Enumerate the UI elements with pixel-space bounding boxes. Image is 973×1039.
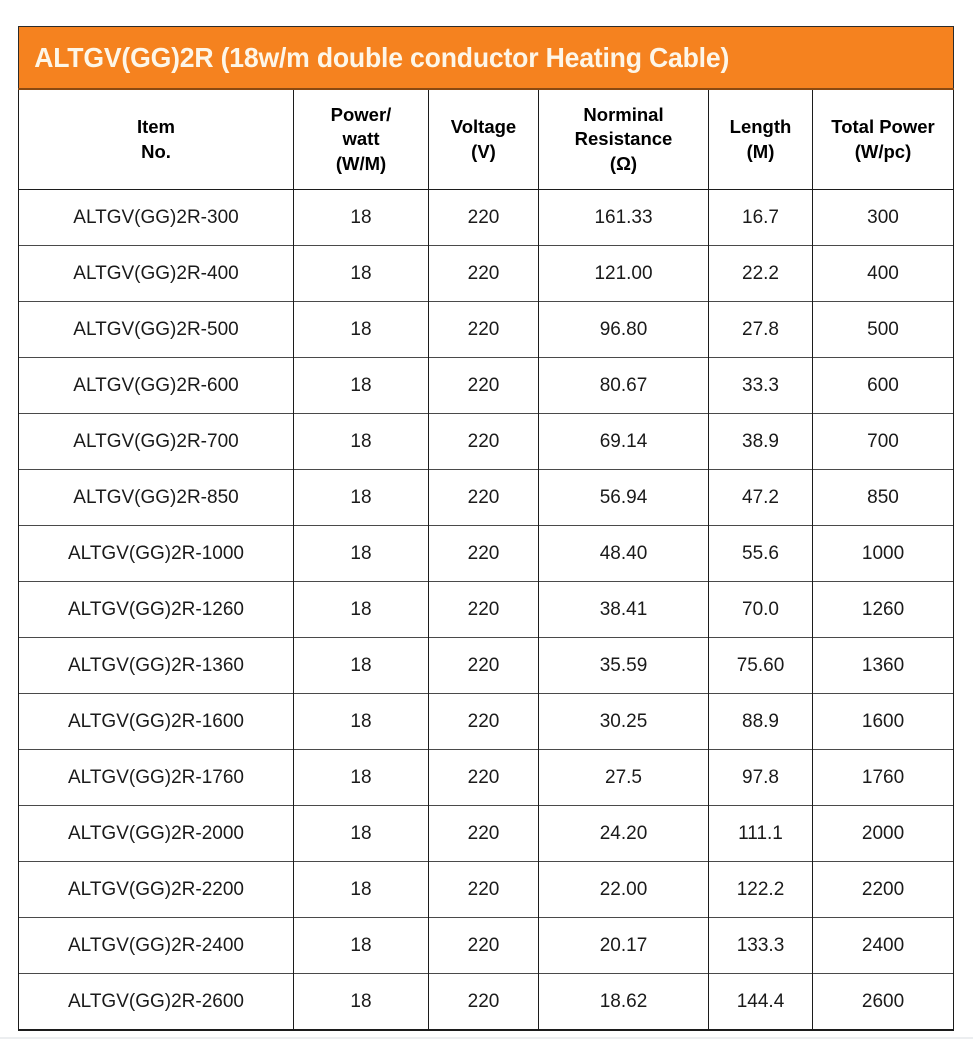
cell-voltage: 220 (429, 918, 539, 974)
cell-norminal-resistance: 121.00 (539, 246, 709, 302)
cell-length: 55.6 (709, 526, 813, 582)
cell-power-watt: 18 (294, 582, 429, 638)
cell-power-watt: 18 (294, 414, 429, 470)
cell-length: 16.7 (709, 190, 813, 246)
table-row (19, 302, 954, 358)
table-banner-cell (19, 27, 954, 90)
cell-length: 47.2 (709, 470, 813, 526)
column-header-voltage (429, 89, 539, 190)
page-title: ALTGV(GG)2R (18w/m double conductor Heating Cable) (34, 41, 730, 73)
cell-length: 122.2 (709, 862, 813, 918)
cell-voltage: 220 (429, 638, 539, 694)
cell-length: 88.9 (709, 694, 813, 750)
cell-voltage: 220 (429, 246, 539, 302)
cell-length: 144.4 (709, 974, 813, 1031)
cell-length: 33.3 (709, 358, 813, 414)
cell-item-no: ALTGV(GG)2R-500 (19, 302, 294, 358)
cell-total-power: 1360 (813, 638, 954, 694)
cell-item-no: ALTGV(GG)2R-700 (19, 414, 294, 470)
cell-length: 111.1 (709, 806, 813, 862)
cell-power-watt: 18 (294, 974, 429, 1031)
cell-norminal-resistance: 30.25 (539, 694, 709, 750)
cell-voltage: 220 (429, 470, 539, 526)
cell-length: 133.3 (709, 918, 813, 974)
cell-norminal-resistance: 56.94 (539, 470, 709, 526)
cell-total-power: 500 (813, 302, 954, 358)
cell-item-no: ALTGV(GG)2R-600 (19, 358, 294, 414)
cell-length: 22.2 (709, 246, 813, 302)
cell-power-watt: 18 (294, 862, 429, 918)
cell-power-watt: 18 (294, 638, 429, 694)
cell-length: 70.0 (709, 582, 813, 638)
cell-total-power: 1260 (813, 582, 954, 638)
cell-item-no: ALTGV(GG)2R-2000 (19, 806, 294, 862)
column-header-norminal-resistance (539, 89, 709, 190)
cell-norminal-resistance: 24.20 (539, 806, 709, 862)
column-header-line: (M) (746, 140, 775, 162)
cell-item-no: ALTGV(GG)2R-850 (19, 470, 294, 526)
cell-total-power: 600 (813, 358, 954, 414)
cell-norminal-resistance: 38.41 (539, 582, 709, 638)
table-row (19, 582, 954, 638)
table-row (19, 526, 954, 582)
cell-norminal-resistance: 80.67 (539, 358, 709, 414)
column-header-line: (W/pc) (854, 140, 912, 162)
cell-item-no: ALTGV(GG)2R-1600 (19, 694, 294, 750)
column-header-line: (V) (471, 140, 496, 162)
table-row (19, 694, 954, 750)
cell-power-watt: 18 (294, 694, 429, 750)
column-header-line: Item (136, 116, 176, 138)
cell-voltage: 220 (429, 414, 539, 470)
cell-voltage: 220 (429, 806, 539, 862)
column-header-line: Power/ (330, 103, 392, 125)
cell-voltage: 220 (429, 526, 539, 582)
cell-norminal-resistance: 22.00 (539, 862, 709, 918)
cell-item-no: ALTGV(GG)2R-400 (19, 246, 294, 302)
column-header-line: (W/M) (335, 152, 387, 174)
cell-voltage: 220 (429, 302, 539, 358)
cell-power-watt: 18 (294, 806, 429, 862)
table-row (19, 918, 954, 974)
specification-table-container (18, 26, 953, 1031)
cell-item-no: ALTGV(GG)2R-300 (19, 190, 294, 246)
table-row (19, 358, 954, 414)
cell-norminal-resistance: 27.5 (539, 750, 709, 806)
table-row (19, 190, 954, 246)
cell-total-power: 2600 (813, 974, 954, 1031)
cell-length: 27.8 (709, 302, 813, 358)
cell-total-power: 1600 (813, 694, 954, 750)
cell-power-watt: 18 (294, 750, 429, 806)
column-header-line: (Ω) (609, 152, 638, 174)
table-row (19, 750, 954, 806)
cell-total-power: 700 (813, 414, 954, 470)
cell-norminal-resistance: 48.40 (539, 526, 709, 582)
cell-voltage: 220 (429, 358, 539, 414)
table-row (19, 862, 954, 918)
cell-total-power: 300 (813, 190, 954, 246)
table-row (19, 638, 954, 694)
cell-power-watt: 18 (294, 190, 429, 246)
cell-total-power: 400 (813, 246, 954, 302)
table-body (19, 27, 954, 1031)
cell-length: 38.9 (709, 414, 813, 470)
cell-norminal-resistance: 35.59 (539, 638, 709, 694)
cell-norminal-resistance: 69.14 (539, 414, 709, 470)
cell-total-power: 1000 (813, 526, 954, 582)
cell-power-watt: 18 (294, 470, 429, 526)
cell-total-power: 1760 (813, 750, 954, 806)
column-header-line: Norminal (583, 103, 664, 125)
cell-power-watt: 18 (294, 302, 429, 358)
column-header-power-watt (294, 89, 429, 190)
table-row (19, 246, 954, 302)
column-header-line: Length (729, 116, 792, 138)
cell-total-power: 2400 (813, 918, 954, 974)
column-header-line: Resistance (574, 128, 673, 150)
cell-item-no: ALTGV(GG)2R-1260 (19, 582, 294, 638)
column-header-item-no (19, 89, 294, 190)
cell-item-no: ALTGV(GG)2R-1360 (19, 638, 294, 694)
cell-total-power: 2200 (813, 862, 954, 918)
cell-item-no: ALTGV(GG)2R-2600 (19, 974, 294, 1031)
cell-length: 75.60 (709, 638, 813, 694)
cell-norminal-resistance: 96.80 (539, 302, 709, 358)
column-header-line: No. (141, 140, 171, 162)
cell-voltage: 220 (429, 582, 539, 638)
column-header-total-power (813, 89, 954, 190)
cell-total-power: 850 (813, 470, 954, 526)
cell-total-power: 2000 (813, 806, 954, 862)
cell-voltage: 220 (429, 190, 539, 246)
cell-norminal-resistance: 161.33 (539, 190, 709, 246)
cell-power-watt: 18 (294, 358, 429, 414)
cell-item-no: ALTGV(GG)2R-1000 (19, 526, 294, 582)
table-row (19, 414, 954, 470)
cell-norminal-resistance: 18.62 (539, 974, 709, 1031)
column-header-line: Voltage (450, 116, 517, 138)
table-row (19, 974, 954, 1031)
table-banner-row (19, 27, 954, 90)
cell-item-no: ALTGV(GG)2R-2200 (19, 862, 294, 918)
cell-voltage: 220 (429, 862, 539, 918)
cell-voltage: 220 (429, 974, 539, 1031)
table-row (19, 806, 954, 862)
table-row (19, 470, 954, 526)
cell-voltage: 220 (429, 750, 539, 806)
cell-power-watt: 18 (294, 918, 429, 974)
cell-norminal-resistance: 20.17 (539, 918, 709, 974)
cell-item-no: ALTGV(GG)2R-1760 (19, 750, 294, 806)
cell-power-watt: 18 (294, 246, 429, 302)
column-header-line: watt (342, 128, 380, 150)
column-header-length (709, 89, 813, 190)
cell-length: 97.8 (709, 750, 813, 806)
cell-voltage: 220 (429, 694, 539, 750)
column-header-line: Total Power (831, 116, 935, 138)
cell-item-no: ALTGV(GG)2R-2400 (19, 918, 294, 974)
cell-power-watt: 18 (294, 526, 429, 582)
table-header-row (19, 89, 954, 190)
heating-cable-specification-table (18, 26, 954, 1031)
